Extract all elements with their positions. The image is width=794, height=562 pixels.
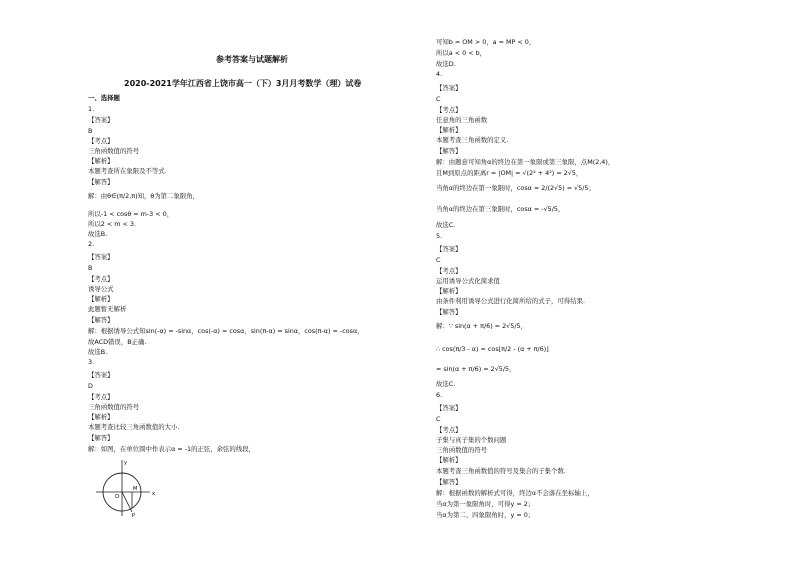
right-line: 子集与真子集的个数问题 bbox=[436, 436, 507, 444]
right-line: 当角α的终边在第三象限时，cosα = -√5/5， bbox=[436, 205, 565, 213]
left-line: 【答案】 bbox=[88, 253, 114, 261]
right-line: 【考点】 bbox=[436, 426, 462, 434]
right-line: 【解析】 bbox=[436, 456, 462, 464]
left-line: 【考点】 bbox=[88, 393, 114, 401]
left-line: 三角函数值的符号 bbox=[88, 147, 140, 155]
left-line: 三角函数值的符号 bbox=[88, 403, 140, 411]
unit-circle-figure bbox=[94, 456, 164, 518]
left-line: 故选B. bbox=[88, 230, 108, 238]
point-label-O: O bbox=[115, 494, 119, 500]
left-line: 【考点】 bbox=[88, 137, 114, 145]
point-label-M: M bbox=[133, 486, 138, 492]
left-line: B bbox=[88, 264, 93, 272]
axis-label-x: x bbox=[152, 491, 155, 497]
left-line: 故选B. bbox=[88, 348, 108, 356]
right-line: 且M到原点的距离r = |OM| = √(2² + 4²) = 2√5， bbox=[436, 169, 583, 177]
left-line: 2. bbox=[88, 240, 95, 248]
left-line: 故ACD错误，B正确. bbox=[88, 338, 147, 346]
right-line: 【解答】 bbox=[436, 147, 462, 155]
right-line: 当α为第二、四象限角时，y = 0； bbox=[436, 511, 535, 519]
right-line: = sin(α + π/6) = 2√5/5， bbox=[436, 365, 516, 373]
left-line: B bbox=[88, 127, 93, 135]
right-line: 本题考查三角函数值的符号及集合的子集个数. bbox=[436, 467, 566, 475]
right-line: 【解析】 bbox=[436, 126, 462, 134]
left-line: 【解答】 bbox=[88, 316, 114, 324]
axis-label-y: y bbox=[124, 460, 127, 466]
point-label-P: P bbox=[132, 513, 136, 518]
left-line: 【答案】 bbox=[88, 116, 114, 124]
right-line: C bbox=[436, 415, 441, 423]
right-line: 解：由题意可知角α的终边在第一象限或第三象限，点M(2,4)， bbox=[436, 158, 615, 166]
left-line: 【解析】 bbox=[88, 157, 114, 165]
right-line: 【解答】 bbox=[436, 478, 462, 486]
right-line: 【答案】 bbox=[436, 404, 462, 412]
left-line: 解：如图，在单位圆中作表示α = -1的正弦，余弦的线段， bbox=[88, 445, 255, 453]
left-line: 【解答】 bbox=[88, 178, 114, 186]
right-line: 任意角的三角函数 bbox=[436, 116, 488, 124]
section-heading: 一、选择题 bbox=[88, 94, 120, 102]
right-line: 4. bbox=[436, 70, 443, 78]
right-line: 【解析】 bbox=[436, 287, 462, 295]
right-line: 三角函数值的符号 bbox=[436, 446, 488, 454]
right-line: 运用诱导公式化简求值 bbox=[436, 277, 500, 285]
left-line: 【解析】 bbox=[88, 413, 114, 421]
right-line: 可知b = OM > 0，a = MP < 0， bbox=[436, 38, 536, 46]
left-line: 本题考查比较三角函数值的大小. bbox=[88, 423, 180, 431]
right-line: 故选C. bbox=[436, 221, 456, 229]
right-line: 6. bbox=[436, 391, 443, 399]
left-line: 【解析】 bbox=[88, 295, 114, 303]
right-line: 故选D. bbox=[436, 60, 456, 68]
document-title: 参考答案与试题解析 bbox=[216, 55, 288, 64]
right-line: 故选C. bbox=[436, 380, 456, 388]
left-line: 【考点】 bbox=[88, 275, 114, 283]
right-line: 由条件利用诱导公式进行化简所给的式子，可得结果. bbox=[436, 297, 586, 305]
left-line: 本题考查所在象限及不等式. bbox=[88, 167, 167, 175]
left-line: 3. bbox=[88, 358, 95, 366]
right-line: 解：∵ sin(α + π/6) = 2√5/5， bbox=[436, 322, 527, 330]
right-line: C bbox=[436, 95, 441, 103]
left-line: 解：由θ∈(π/2,π)知，θ为第二象限角， bbox=[88, 192, 200, 200]
left-line: 所以-1 < cosθ = m-3 < 0， bbox=[88, 210, 174, 218]
right-line: 本题考查三角函数的定义. bbox=[436, 136, 509, 144]
right-line: 【答案】 bbox=[436, 84, 462, 92]
left-line: 诱导公式 bbox=[88, 285, 114, 293]
right-line: 【解答】 bbox=[436, 308, 462, 316]
terminal-side bbox=[122, 492, 132, 512]
document-subtitle: 2020-2021学年江西省上饶市高一（下）3月月考数学（理）试卷 bbox=[124, 79, 362, 88]
left-line: D bbox=[88, 382, 93, 390]
right-line: 【考点】 bbox=[436, 106, 462, 114]
left-line: 1. bbox=[88, 105, 95, 113]
right-line: 解：根据函数的解析式可得，终边α不会落在坐标轴上， bbox=[436, 489, 594, 497]
right-line: ∴ cos(π/3 - α) = cos[π/2 - (α + π/6)] bbox=[436, 345, 549, 353]
right-line: 当α为第一象限角时，可得y = 2； bbox=[436, 500, 535, 508]
right-line: 所以a < 0 < b， bbox=[436, 49, 487, 57]
right-line: 【考点】 bbox=[436, 267, 462, 275]
left-line: 此题暂无解析 bbox=[88, 305, 127, 313]
right-line: 当角α的终边在第一象限时，cosα = 2/(2√5) = √5/5； bbox=[436, 184, 595, 192]
left-line: 【答案】 bbox=[88, 371, 114, 379]
right-line: 5. bbox=[436, 232, 443, 240]
left-line: 【解答】 bbox=[88, 434, 114, 442]
left-line: 所以2 < m < 3. bbox=[88, 220, 137, 228]
right-line: C bbox=[436, 256, 441, 264]
right-line: 【答案】 bbox=[436, 245, 462, 253]
left-line: 解：根据诱导公式知sin(-α) = -sinα，cos(-α) = cosα，sin(π-α) = sinα，cos(π-α) = -cosα， bbox=[88, 327, 364, 335]
